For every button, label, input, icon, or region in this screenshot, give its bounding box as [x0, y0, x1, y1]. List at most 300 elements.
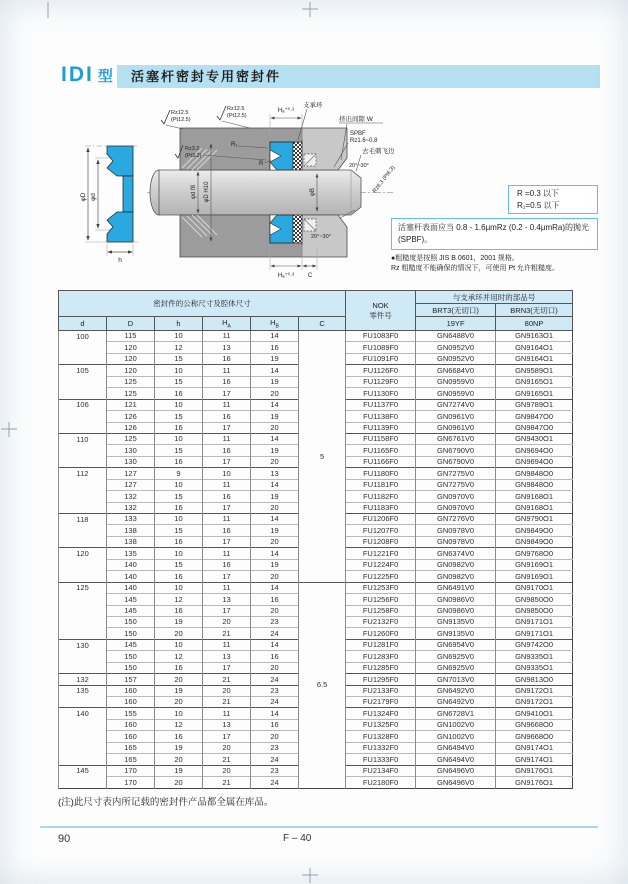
table-cell: GN9589O1: [496, 365, 573, 376]
table-cell: FU2179F0: [346, 697, 416, 708]
footer-rule: [40, 826, 598, 828]
table-cell: FU1166F0: [346, 456, 416, 467]
table-cell: [59, 525, 107, 536]
table-cell: [59, 422, 107, 433]
col-header: $H_B$: [251, 317, 299, 331]
table-cell: 12: [155, 342, 203, 353]
table-cell: GN9847O0: [496, 422, 573, 433]
series-name: IDI: [61, 63, 94, 86]
table-cell: FU1256F0: [346, 594, 416, 605]
table-cell: FU1089F0: [346, 342, 416, 353]
table-cell: GN0982V0: [416, 559, 496, 570]
spbf-label: SPBF: [350, 131, 366, 137]
table-cell: 170: [107, 777, 155, 788]
table-cell: 24: [251, 697, 299, 708]
table-cell: 10: [155, 708, 203, 719]
table-cell: [59, 594, 107, 605]
table-cell: 16: [251, 594, 299, 605]
table-cell: 17: [203, 422, 251, 433]
table-cell: GN6925V0: [416, 662, 496, 673]
table-cell: 120: [107, 342, 155, 353]
table-cell: FU1206F0: [346, 514, 416, 525]
table-cell: 16: [203, 445, 251, 456]
table-cell: [59, 697, 107, 708]
table-cell: 23: [251, 742, 299, 753]
dim-phiD-label: φD: [80, 192, 87, 202]
table-cell: GN9170O1: [496, 582, 573, 593]
table-cell: 11: [203, 514, 251, 525]
table-cell: 127: [107, 479, 155, 490]
table-cell: GN9176O1: [496, 777, 573, 788]
table-cell: FU1332F0: [346, 742, 416, 753]
table-cell: 17: [203, 388, 251, 399]
registration-mark-bottom: [296, 866, 326, 884]
table-cell: 16: [155, 662, 203, 673]
table-cell: 19: [251, 525, 299, 536]
table-cell: GN9171O1: [496, 628, 573, 639]
table-cell: FU1139F0: [346, 422, 416, 433]
table-cell: 10: [155, 399, 203, 410]
table-cell: GN9163O1: [496, 331, 573, 342]
col-header: 密封件的公称尺寸及腔体尺寸: [59, 291, 346, 317]
table-cell: 155: [107, 708, 155, 719]
table-cell: 14: [251, 548, 299, 559]
table-cell: GN9174O1: [496, 742, 573, 753]
table-cell: GN6790V0: [416, 445, 496, 456]
table-cell: 20: [251, 422, 299, 433]
table-cell: 118: [59, 514, 107, 525]
table-cell: FU1181F0: [346, 479, 416, 490]
table-cell: GN0959V0: [416, 376, 496, 387]
table-cell: 160: [107, 731, 155, 742]
table-cell: 16: [155, 536, 203, 547]
table-cell: 20: [251, 571, 299, 582]
table-cell: GN9164O1: [496, 342, 573, 353]
table-cell: 14: [251, 331, 299, 342]
table-cell: 120: [107, 365, 155, 376]
table-cell: 170: [107, 765, 155, 776]
table-cell: GN9847O0: [496, 411, 573, 422]
table-cell: 19: [251, 445, 299, 456]
table-cell: 11: [203, 639, 251, 650]
table-cell: FU1129F0: [346, 376, 416, 387]
table-cell: FU1208F0: [346, 536, 416, 547]
table-cell: 138: [107, 536, 155, 547]
table-cell: FU1137F0: [346, 399, 416, 410]
table-cell: [59, 651, 107, 662]
table-cell: GN6488V0: [416, 331, 496, 342]
series-logo: [61, 62, 113, 88]
table-cell: 20: [203, 616, 251, 627]
table-cell: FU2132F0: [346, 616, 416, 627]
table-cell: 133: [107, 514, 155, 525]
table-cell: 17: [203, 605, 251, 616]
table-cell: FU1295F0: [346, 674, 416, 685]
table-cell: GN9789O1: [496, 399, 573, 410]
table-cell: 130: [107, 456, 155, 467]
table-cell: GN9169O1: [496, 559, 573, 570]
table-cell: GN9430O1: [496, 433, 573, 444]
table-cell: 19: [251, 411, 299, 422]
table-cell: 17: [203, 502, 251, 513]
table-cell: FU1180F0: [346, 468, 416, 479]
table-cell: 20: [251, 456, 299, 467]
surface-callout-1b: (Pt12.5): [171, 117, 191, 123]
page-number: 90: [58, 833, 71, 845]
table-cell: 11: [203, 365, 251, 376]
table-cell: FU1165F0: [346, 445, 416, 456]
phi-b-label: φB: [310, 188, 316, 196]
table-cell: 16: [251, 651, 299, 662]
table-cell: FU1091F0: [346, 353, 416, 364]
roughness-note-1: ●粗糙度是按照 JIS B 0601，2001 规格。: [391, 255, 519, 262]
seal-profile-bottom: [107, 212, 133, 242]
table-cell: GN9164O1: [496, 353, 573, 364]
table-cell: 10: [155, 479, 203, 490]
table-cell: 105: [59, 365, 107, 376]
table-cell: GN0986V0: [416, 594, 496, 605]
table-cell: 16: [155, 422, 203, 433]
table-cell: GN6491V0: [416, 582, 496, 593]
table-cell: 145: [107, 605, 155, 616]
radius-note-line1: R =0.3 以下: [517, 189, 560, 198]
dim-ha-bottom: Hₐ⁺⁰·³: [277, 273, 295, 279]
table-cell: GN0952V0: [416, 353, 496, 364]
table-cell: GN9135V0: [416, 616, 496, 627]
table-cell: GN6684V0: [416, 365, 496, 376]
table-cell: 15: [155, 376, 203, 387]
piston-rod: [159, 170, 361, 215]
table-cell: 16: [203, 376, 251, 387]
table-cell: GN7013V0: [416, 674, 496, 685]
table-cell: 20: [203, 685, 251, 696]
table-cell: 16: [251, 719, 299, 730]
dim-ha-top: Hₐ⁺⁰·³: [277, 108, 295, 114]
table-cell: 14: [251, 582, 299, 593]
table-cell: FU1253F0: [346, 582, 416, 593]
table-cell: 17: [203, 571, 251, 582]
c-value-cell: 5: [299, 331, 346, 583]
table-cell: 120: [107, 353, 155, 364]
table-cell: 14: [251, 479, 299, 490]
table-cell: GN6492V0: [416, 697, 496, 708]
table-cell: 19: [155, 685, 203, 696]
table-cell: 21: [203, 628, 251, 639]
c-value-cell: 6.5: [299, 582, 346, 788]
table-cell: 160: [107, 685, 155, 696]
table-cell: 112: [59, 468, 107, 479]
table-cell: [59, 777, 107, 788]
table-cell: 20: [155, 777, 203, 788]
table-cell: 20: [251, 536, 299, 547]
table-cell: GN9410O1: [496, 708, 573, 719]
table-cell: 17: [203, 662, 251, 673]
table-cell: 19: [251, 491, 299, 502]
table-cell: 125: [59, 582, 107, 593]
table-cell: FU1138F0: [346, 411, 416, 422]
table-cell: 13: [203, 651, 251, 662]
table-cell: 15: [155, 491, 203, 502]
table-cell: 19: [251, 353, 299, 364]
table-cell: 16: [203, 411, 251, 422]
table-cell: 121: [107, 399, 155, 410]
table-cell: GN6761V0: [416, 433, 496, 444]
radius-note-line2: R₁=0.5 以下: [517, 201, 560, 210]
deburr-label: 去毛刺飞边: [362, 148, 395, 155]
table-cell: 19: [155, 616, 203, 627]
table-cell: GN9790O1: [496, 514, 573, 525]
table-cell: FU1225F0: [346, 571, 416, 582]
table-cell: FU1126F0: [346, 365, 416, 376]
surface-note-box: [391, 218, 598, 250]
table-cell: 150: [107, 651, 155, 662]
table-cell: FU1182F0: [346, 491, 416, 502]
table-cell: 24: [251, 777, 299, 788]
surface-callout-3: Rz3.2: [185, 146, 200, 152]
table-cell: 20: [155, 628, 203, 639]
table-cell: GN9169O1: [496, 571, 573, 582]
table-cell: FU1158F0: [346, 433, 416, 444]
table-cell: 11: [203, 708, 251, 719]
table-cell: GN1002V0: [416, 719, 496, 730]
table-cell: 132: [59, 674, 107, 685]
table-cell: GN6494V0: [416, 742, 496, 753]
table-cell: 13: [203, 594, 251, 605]
table-cell: GN6492V0: [416, 685, 496, 696]
table-cell: [59, 662, 107, 673]
registration-tick-topleft: [44, 2, 54, 20]
table-cell: FU1083F0: [346, 331, 416, 342]
table-cell: 19: [251, 559, 299, 570]
table-cell: [59, 491, 107, 502]
table-cell: 21: [203, 777, 251, 788]
table-cell: 16: [155, 605, 203, 616]
table-cell: 13: [203, 342, 251, 353]
table-cell: 20: [251, 605, 299, 616]
table-cell: 9: [155, 468, 203, 479]
table-cell: 160: [107, 697, 155, 708]
table-cell: 165: [107, 754, 155, 765]
table-cell: 150: [107, 616, 155, 627]
table-cell: GN9172O1: [496, 697, 573, 708]
table-cell: 19: [155, 742, 203, 753]
table-cell: 130: [107, 445, 155, 456]
table-cell: GN0952V0: [416, 342, 496, 353]
table-cell: GN6374V0: [416, 548, 496, 559]
table-cell: [59, 502, 107, 513]
table-cell: [59, 605, 107, 616]
table-cell: 16: [155, 502, 203, 513]
table-cell: GN9768O0: [496, 548, 573, 559]
table-cell: 11: [203, 479, 251, 490]
col-header: d: [59, 317, 107, 331]
table-cell: 130: [59, 639, 107, 650]
table-cell: GN9335O1: [496, 651, 573, 662]
table-cell: 23: [251, 685, 299, 696]
table-cell: 120: [59, 548, 107, 559]
table-cell: GN9168O1: [496, 502, 573, 513]
table-cell: 14: [251, 514, 299, 525]
table-cell: GN9135V0: [416, 628, 496, 639]
table-cell: 21: [203, 697, 251, 708]
table-cell: FU1285F0: [346, 662, 416, 673]
table-cell: GN0961V0: [416, 411, 496, 422]
table-cell: 20: [155, 697, 203, 708]
table-cell: GN9168O1: [496, 491, 573, 502]
surface-callout-2b: (Pt12.5): [227, 113, 247, 119]
table-cell: 145: [107, 639, 155, 650]
table-cell: GN7274V0: [416, 399, 496, 410]
table-cell: GN9668O0: [496, 719, 573, 730]
table-cell: 10: [155, 639, 203, 650]
table-cell: 10: [155, 433, 203, 444]
table-cell: 16: [155, 571, 203, 582]
table-cell: 12: [155, 594, 203, 605]
col-header: NOK 零件号: [346, 291, 416, 331]
table-cell: 13: [251, 468, 299, 479]
table-cell: 20: [203, 742, 251, 753]
table-cell: 14: [251, 365, 299, 376]
support-ring-bottom: [293, 215, 302, 243]
table-cell: GN9668O0: [496, 731, 573, 742]
table-cell: FU1324F0: [346, 708, 416, 719]
table-cell: GN9172O1: [496, 685, 573, 696]
radius-r-label: R: [259, 161, 264, 167]
table-cell: GN0982V0: [416, 571, 496, 582]
table-cell: 135: [59, 685, 107, 696]
table-cell: FU1283F0: [346, 651, 416, 662]
roughness-note-2: Rz 粗糙度不能确保的情况下，可使用 Pt 允许粗糙度。: [391, 265, 560, 272]
table-cell: 16: [203, 525, 251, 536]
table-cell: FU1333F0: [346, 754, 416, 765]
surface-note-text: 活塞杆表面应当 0.8 - 1.6μmRz (0.2 - 0.4μmRa)的抛光(SPBF)。: [398, 223, 590, 244]
table-cell: 20: [251, 388, 299, 399]
table-cell: GN9165O1: [496, 388, 573, 399]
table-cell: GN6925V0: [416, 651, 496, 662]
table-cell: FU2133F0: [346, 685, 416, 696]
table-cell: 11: [203, 582, 251, 593]
table-cell: FU2180F0: [346, 777, 416, 788]
table-cell: FU1130F0: [346, 388, 416, 399]
table-cell: GN6496V0: [416, 777, 496, 788]
table-cell: [59, 388, 107, 399]
table-cell: [59, 445, 107, 456]
table-cell: 15: [155, 525, 203, 536]
table-cell: GN9176O1: [496, 765, 573, 776]
table-cell: FU1224F0: [346, 559, 416, 570]
table-cell: FU1281F0: [346, 639, 416, 650]
table-cell: 23: [251, 765, 299, 776]
table-cell: 17: [203, 731, 251, 742]
table-cell: FU1328F0: [346, 731, 416, 742]
table-cell: GN9850O0: [496, 605, 573, 616]
dim-c-label: C: [307, 273, 313, 279]
rod-fit-label: φd f8: [191, 185, 197, 199]
table-cell: 14: [251, 639, 299, 650]
table-cell: GN9694O0: [496, 456, 573, 467]
table-cell: [59, 559, 107, 570]
table-cell: 140: [107, 559, 155, 570]
registration-mark-top: [296, 0, 326, 20]
table-cell: [59, 376, 107, 387]
table-cell: 15: [155, 559, 203, 570]
table-cell: 106: [59, 399, 107, 410]
table-cell: 11: [203, 548, 251, 559]
table-cell: 160: [107, 719, 155, 730]
angle-top-label: 20°~30°: [349, 163, 369, 169]
table-cell: 12: [155, 719, 203, 730]
table-cell: GN0970V0: [416, 502, 496, 513]
table-cell: 11: [203, 399, 251, 410]
table-cell: GN0986V0: [416, 605, 496, 616]
table-cell: 145: [59, 765, 107, 776]
table-cell: 20: [251, 662, 299, 673]
col-header: 与支承环并用时的部品号: [416, 291, 573, 304]
table-cell: 20: [155, 754, 203, 765]
table-cell: GN6728V1: [416, 708, 496, 719]
radius-note-box: [508, 185, 598, 214]
table-cell: FU1260F0: [346, 628, 416, 639]
table-cell: 140: [107, 582, 155, 593]
table-cell: 126: [107, 411, 155, 422]
table-cell: 19: [251, 376, 299, 387]
table-cell: GN0961V0: [416, 422, 496, 433]
table-cell: FU1207F0: [346, 525, 416, 536]
table-cell: 10: [155, 365, 203, 376]
table-cell: 150: [107, 628, 155, 639]
table-cell: GN9165O1: [496, 376, 573, 387]
dim-phid-label: φd: [90, 193, 97, 201]
support-ring-top: [293, 142, 302, 170]
table-cell: GN6496V0: [416, 765, 496, 776]
table-cell: 15: [155, 353, 203, 364]
table-cell: 125: [107, 433, 155, 444]
col-header: D: [107, 317, 155, 331]
table-cell: 12: [155, 651, 203, 662]
table-cell: 10: [155, 331, 203, 342]
table-cell: 125: [107, 376, 155, 387]
table-cell: GN9813O0: [496, 674, 573, 685]
table-cell: 127: [107, 468, 155, 479]
table-cell: 135: [107, 548, 155, 559]
table-cell: GN9335O1: [496, 662, 573, 673]
table-cell: GN6954V0: [416, 639, 496, 650]
table-cell: 21: [203, 674, 251, 685]
seal-heel: [123, 176, 133, 212]
table-cell: 15: [155, 445, 203, 456]
table-cell: FU2134F0: [346, 765, 416, 776]
table-row: [59, 331, 573, 342]
col-header: C: [299, 317, 346, 331]
angle-bottom-label: 20°~30°: [311, 234, 331, 240]
title-band: [117, 65, 600, 88]
table-cell: 17: [203, 536, 251, 547]
table-cell: GN1002V0: [416, 731, 496, 742]
series-suffix: 型: [97, 68, 113, 85]
table-cell: 150: [107, 662, 155, 673]
table-cell: GN7275V0: [416, 468, 496, 479]
dim-h-label: h: [118, 257, 122, 264]
table-cell: 21: [203, 754, 251, 765]
table-row: [59, 582, 573, 593]
table-cell: 17: [203, 456, 251, 467]
col-header: BRT3(无切口): [416, 304, 496, 317]
table-cell: 10: [155, 514, 203, 525]
table-cell: 20: [251, 502, 299, 513]
surface-callout-3b: (Pt3.2): [185, 153, 202, 159]
col-header: BRN3(无切口): [496, 304, 573, 317]
col-header: 80NP: [496, 317, 573, 331]
